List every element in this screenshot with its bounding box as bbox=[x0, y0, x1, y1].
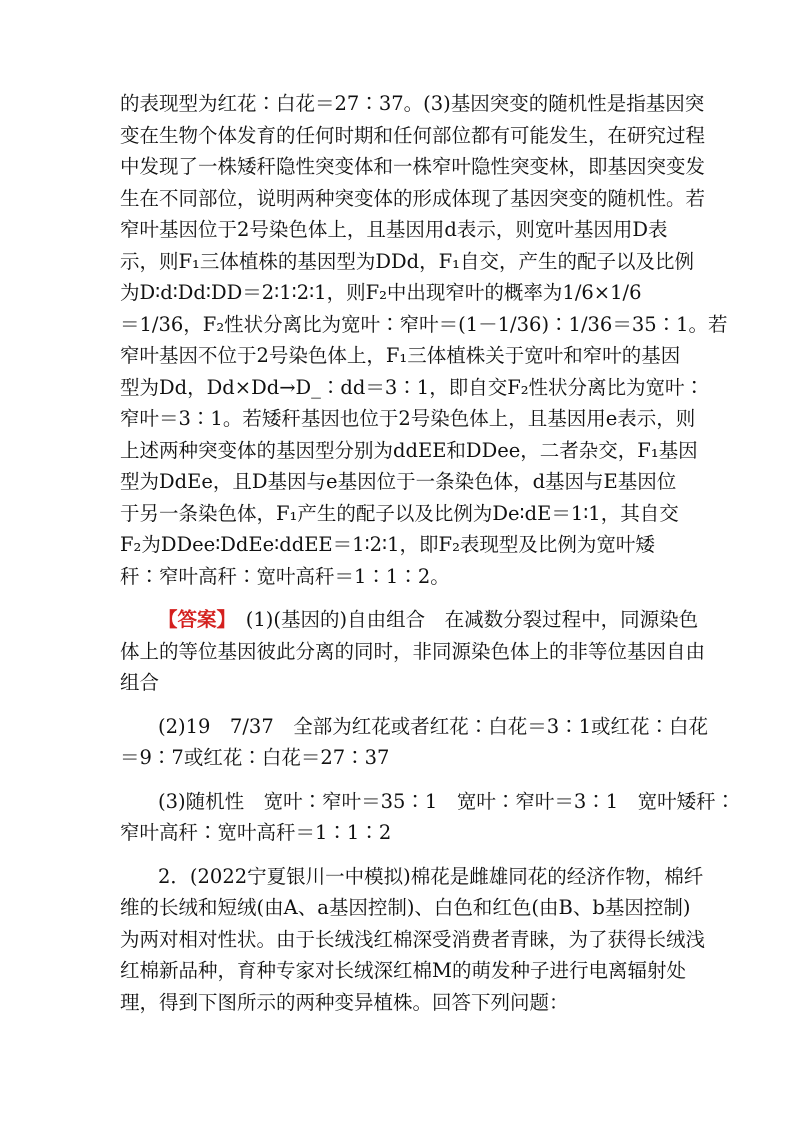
text-line: 体上的等位基因彼此分离的同时，非同源染色体上的非等位基因自由 bbox=[120, 639, 706, 663]
answer-text: (1)(基因的)自由组合 在减数分裂过程中，同源染色 bbox=[226, 608, 699, 631]
text-line: ＝1/36，F₂性状分离比为宽叶∶窄叶＝(1－1/36)∶1/36＝35∶1。若 bbox=[120, 312, 728, 336]
text-line: 生在不同部位，说明两种突变体的形成体现了基因突变的随机性。若 bbox=[120, 186, 706, 210]
text-line: 窄叶基因位于2号染色体上，且基因用d表示，则宽叶基因用D表 bbox=[120, 218, 668, 241]
text-line: 中发现了一株矮秆隐性突变体和一株窄叶隐性突变林，即基因突变发 bbox=[120, 155, 706, 178]
text-line: 窄叶高秆∶宽叶高秆＝1∶1∶2 bbox=[120, 821, 392, 844]
text-line: 窄叶基因不位于2号染色体上，F₁三体植株关于宽叶和窄叶的基因 bbox=[120, 344, 681, 367]
text-line: 型为DdEe，且D基因与e基因位于一条染色体，d基因与E基因位 bbox=[120, 470, 677, 493]
text-line: 于另一条染色体，F₁产生的配子以及比例为De∶dE＝1∶1，其自交 bbox=[120, 501, 679, 525]
text-line: (3)随机性 宽叶∶窄叶＝35∶1 宽叶∶窄叶＝3∶1 宽叶矮秆∶ bbox=[158, 789, 736, 813]
answer-part-3 bbox=[120, 786, 736, 849]
text-line: 红棉新品种，育种专家对长绒深红棉M的萌发种子进行电离辐射处 bbox=[120, 959, 686, 982]
answer-first-line bbox=[120, 604, 699, 636]
explanation-paragraph bbox=[120, 88, 728, 592]
answer-part-1 bbox=[120, 604, 706, 699]
answer-label: 【答案】 bbox=[158, 608, 227, 631]
text-line: 的表现型为红花∶白花＝27∶37。(3)基因突变的随机性是指基因突 bbox=[120, 92, 705, 115]
text-line: 变在生物个体发育的任何时期和任何部位都有可能发生，在研究过程 bbox=[120, 123, 706, 147]
text-line: 理，得到下图所示的两种变异植株。回答下列问题： bbox=[120, 990, 569, 1014]
text-line: 为D∶d∶Dd∶DD＝2∶1∶2∶1，则F₂中出现窄叶的概率为1/6×1/6 bbox=[120, 281, 642, 304]
answer-part-2 bbox=[120, 711, 709, 774]
text-line: 型为Dd，Dd×Dd→D_∶dd＝3∶1，即自交F₂性状分离比为宽叶∶ bbox=[120, 375, 705, 399]
question-first-line: 2．(2022宁夏银川一中模拟)棉花是雌雄同花的经济作物，棉纤 bbox=[158, 864, 704, 888]
text-line: (2)19 7/37 全部为红花或者红花∶白花＝3∶1或红花∶白花 bbox=[158, 714, 709, 738]
question-2 bbox=[120, 861, 706, 1019]
text-line: 维的长绒和短绒(由A、a基因控制)、白色和红色(由B、b基因控制) bbox=[120, 896, 691, 919]
text-line: 上述两种突变体的基因型分别为ddEE和DDee，二者杂交，F₁基因 bbox=[120, 438, 698, 462]
text-line: 为两对相对性状。由于长绒浅红棉深受消费者青睐，为了获得长绒浅 bbox=[120, 927, 706, 951]
text-line: 窄叶＝3∶1。若矮秆基因也位于2号染色体上，且基因用e表示，则 bbox=[120, 407, 696, 430]
text-line: 秆∶窄叶高秆∶宽叶高秆＝1∶1∶2。 bbox=[120, 564, 450, 588]
text-line: ＝9∶7或红花∶白花＝27∶37 bbox=[120, 746, 390, 769]
document-page bbox=[120, 88, 736, 1018]
text-line: 组合 bbox=[120, 671, 160, 694]
text-line: F₂为DDee∶DdEe∶ddEE＝1∶2∶1，即F₂表现型及比例为宽叶矮 bbox=[120, 533, 655, 556]
text-line: 示，则F₁三体植株的基因型为DDd，F₁自交，产生的配子以及比例 bbox=[120, 249, 694, 273]
